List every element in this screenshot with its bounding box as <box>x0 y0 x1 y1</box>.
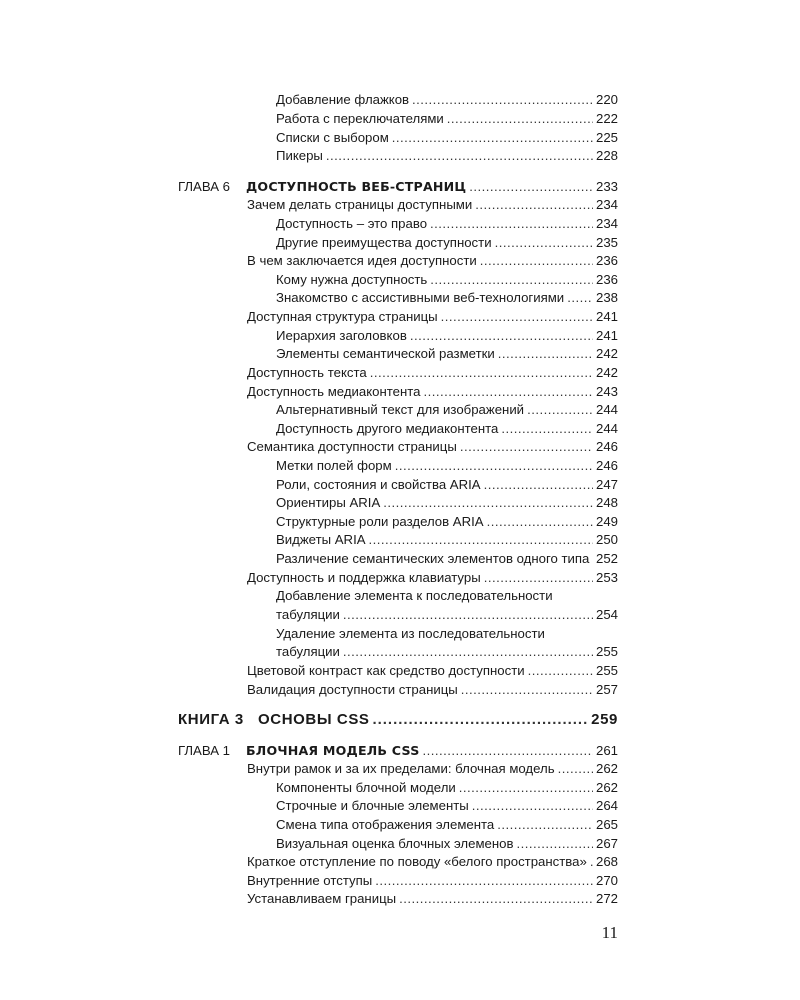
toc-entry-page: 265 <box>595 817 618 832</box>
book-title: ОСНОВЫ CSS <box>258 711 370 728</box>
toc-entry-title: табуляции <box>276 607 340 622</box>
toc-entry-title: Метки полей форм <box>276 458 392 473</box>
leader-dots <box>567 289 593 307</box>
toc-entry-page: 242 <box>595 346 618 361</box>
leader-dots <box>495 234 593 252</box>
chapter-title: БЛОЧНАЯ МОДЕЛЬ CSS <box>246 743 420 758</box>
toc-entry[interactable] <box>276 289 618 307</box>
leader-dots <box>392 129 593 147</box>
toc-entry[interactable] <box>276 550 618 568</box>
toc-entry-page: 246 <box>595 458 618 473</box>
toc-entry-page: 228 <box>595 148 618 163</box>
toc-entry[interactable] <box>276 494 618 512</box>
toc-entry-page: 268 <box>595 854 618 869</box>
leader-dots <box>395 457 593 475</box>
toc-entry-title: Доступность и поддержка клавиатуры <box>247 570 481 585</box>
toc-entry-page: 241 <box>595 309 618 324</box>
toc-entry-page: 257 <box>595 682 618 697</box>
leader-dots <box>430 215 593 233</box>
leader-dots <box>370 364 593 382</box>
leader-dots <box>558 760 593 778</box>
leader-dots <box>484 569 593 587</box>
leader-dots <box>461 681 593 699</box>
leader-dots <box>375 872 593 890</box>
leader-dots <box>410 327 593 345</box>
toc-entry-title: Семантика доступности страницы <box>247 439 457 454</box>
toc-entry-page: 236 <box>595 272 618 287</box>
toc-entry-page: 242 <box>595 365 618 380</box>
leader-dots <box>497 816 593 834</box>
toc-entry-page: 248 <box>595 495 618 510</box>
toc-entry-title: Работа с переключателями <box>276 111 444 126</box>
toc-entry-title: Устанавливаем границы <box>247 891 397 906</box>
toc-entry[interactable] <box>276 327 618 345</box>
toc-entry-title: Внутренние отступы <box>247 873 373 888</box>
leader-dots <box>528 662 593 680</box>
toc-entry-title: Доступность другого медиаконтента <box>276 421 499 436</box>
toc-entry-page: 235 <box>595 235 618 250</box>
leader-dots <box>441 308 593 326</box>
toc-entry-line1[interactable]: Удаление элемента из последовательности <box>276 626 545 641</box>
toc-entry[interactable] <box>247 196 618 214</box>
toc-entry[interactable] <box>276 779 618 797</box>
toc-entry[interactable] <box>276 147 618 165</box>
toc-book-3[interactable] <box>178 711 618 729</box>
toc-chapter-1[interactable] <box>178 742 618 760</box>
toc-entry[interactable] <box>247 890 618 908</box>
toc-entry-title: Визуальная оценка блочных элеменов <box>276 836 514 851</box>
toc-entry-page: 259 <box>591 711 618 728</box>
leader-dots <box>422 742 593 760</box>
leader-dots <box>460 438 593 456</box>
toc-entry[interactable] <box>276 91 618 109</box>
leader-dots <box>527 401 593 419</box>
toc-entry-title: Различение семантических элементов одного типа <box>276 551 590 566</box>
toc-entry-title: Роли, состояния и свойства ARIA <box>276 477 481 492</box>
toc-entry-title: Доступность – это право <box>276 216 428 231</box>
toc-entry[interactable] <box>247 853 618 871</box>
toc-entry-title: Кому нужна доступность <box>276 272 428 287</box>
toc-entry-title: Зачем делать страницы доступными <box>247 197 473 212</box>
toc-entry-title: Доступная структура страницы <box>247 309 438 324</box>
toc-entry-page: 234 <box>595 197 618 212</box>
toc-entry[interactable] <box>247 364 618 382</box>
toc-entry-title: Списки с выбором <box>276 130 389 145</box>
leader-dots <box>480 252 593 270</box>
toc-entry[interactable] <box>276 835 618 853</box>
toc-entry[interactable] <box>276 234 618 252</box>
toc-entry[interactable] <box>276 215 618 233</box>
toc-entry[interactable] <box>276 110 618 128</box>
toc-entry[interactable] <box>247 662 618 680</box>
toc-entry-page: 250 <box>595 532 618 547</box>
toc-entry-title: Смена типа отображения элемента <box>276 817 495 832</box>
toc-entry-page: 261 <box>595 743 618 758</box>
leader-dots <box>459 779 593 797</box>
toc-entry[interactable] <box>247 438 618 456</box>
toc-entry-title: Элементы семантической разметки <box>276 346 495 361</box>
leader-dots <box>516 835 593 853</box>
leader-dots <box>498 345 593 363</box>
leader-dots <box>475 196 593 214</box>
toc-entry-page: 255 <box>595 663 618 678</box>
toc-entry-page: 270 <box>595 873 618 888</box>
toc-entry-page: 241 <box>595 328 618 343</box>
toc-entry[interactable] <box>276 816 618 834</box>
toc-entry[interactable] <box>276 513 618 531</box>
toc-entry-title: Краткое отступление по поводу «белого пространства» <box>247 854 587 869</box>
leader-dots <box>469 178 593 196</box>
leader-dots <box>501 420 593 438</box>
toc-entry-page: 249 <box>595 514 618 529</box>
toc-entry-title: Валидация доступности страницы <box>247 682 458 697</box>
leader-dots <box>430 271 593 289</box>
toc-entry-title: Ориентиры ARIA <box>276 495 381 510</box>
toc-entry-title: табуляции <box>276 644 340 659</box>
toc-entry[interactable] <box>247 252 618 270</box>
toc-entry[interactable] <box>276 643 618 661</box>
leader-dots <box>424 383 593 401</box>
leader-dots <box>369 531 593 549</box>
chapter-title: ДОСТУПНОСТЬ ВЕБ-СТРАНИЦ <box>246 179 467 194</box>
leader-dots <box>472 797 593 815</box>
toc-entry-title: Цветовой контраст как средство доступности <box>247 663 525 678</box>
toc-entry-page: 244 <box>595 421 618 436</box>
toc-entry-page: 253 <box>595 570 618 585</box>
toc-entry-page: 272 <box>595 891 618 906</box>
toc-entry-page: 246 <box>595 439 618 454</box>
leader-dots <box>343 643 593 661</box>
toc-entry-page: 244 <box>595 402 618 417</box>
leader-dots <box>590 853 593 871</box>
chapter-label: ГЛАВА 1 <box>178 743 231 758</box>
toc-entry[interactable] <box>276 606 618 624</box>
toc-entry-page: 255 <box>595 644 618 659</box>
toc-entry-title: Знакомство с ассистивными веб-технологиями <box>276 290 565 305</box>
toc-entry-page: 262 <box>595 761 618 776</box>
toc-entry-title: В чем заключается идея доступности <box>247 253 477 268</box>
toc-entry[interactable] <box>276 401 618 419</box>
toc-entry-title: Пикеры <box>276 148 323 163</box>
book-label: КНИГА 3 <box>178 711 244 728</box>
toc-entry-line1[interactable]: Добавление элемента к последовательности <box>276 588 553 603</box>
toc-entry-title: Виджеты ARIA <box>276 532 366 547</box>
leader-dots <box>412 91 593 109</box>
toc-entry[interactable] <box>247 872 618 890</box>
toc-entry[interactable] <box>276 797 618 815</box>
toc-entry-page: 225 <box>595 130 618 145</box>
toc-entry-title: Структурные роли разделов ARIA <box>276 514 484 529</box>
toc-entry-title: Иерархия заголовков <box>276 328 407 343</box>
chapter-label: ГЛАВА 6 <box>178 179 231 194</box>
leader-dots <box>484 476 593 494</box>
toc-chapter-6[interactable] <box>178 178 618 196</box>
toc-entry[interactable] <box>247 308 618 326</box>
toc-entry-page: 234 <box>595 216 618 231</box>
toc-entry[interactable] <box>276 271 618 289</box>
toc-entry-page: 220 <box>595 92 618 107</box>
page-number: 11 <box>601 923 618 942</box>
toc-entry-page: 243 <box>595 384 618 399</box>
toc-entry-title: Строчные и блочные элементы <box>276 798 469 813</box>
toc-entry-page: 254 <box>595 607 618 622</box>
toc-entry-page: 238 <box>595 290 618 305</box>
leader-dots <box>343 606 593 624</box>
toc-entry-title: Доступность текста <box>247 365 367 380</box>
toc-entry[interactable] <box>276 457 618 475</box>
toc-entry-title: Компоненты блочной модели <box>276 780 456 795</box>
toc-entry[interactable] <box>247 681 618 699</box>
toc-entry-title: Другие преимущества доступности <box>276 235 492 250</box>
toc-entry-page: 222 <box>595 111 618 126</box>
leader-dots <box>487 513 593 531</box>
toc-entry-title: Добавление флажков <box>276 92 410 107</box>
toc-entry-page: 236 <box>595 253 618 268</box>
leader-dots <box>447 110 593 128</box>
toc-entry[interactable] <box>276 476 618 494</box>
toc-entry-page: 264 <box>595 798 618 813</box>
toc-entry-title: Доступность медиаконтента <box>247 384 421 399</box>
leader-dots <box>373 711 589 729</box>
leader-dots <box>326 147 593 165</box>
toc-entry[interactable] <box>276 531 618 549</box>
toc-entry[interactable] <box>247 760 618 778</box>
toc-entry-title: Внутри рамок и за их пределами: блочная модель <box>247 761 555 776</box>
toc-entry[interactable] <box>247 383 618 401</box>
toc-entry-page: 247 <box>595 477 618 492</box>
toc-entry-title: Альтернативный текст для изображений <box>276 402 525 417</box>
leader-dots <box>383 494 593 512</box>
toc-entry-page: 233 <box>595 179 618 194</box>
toc-entry-page: 267 <box>595 836 618 851</box>
toc-entry-page: 262 <box>595 780 618 795</box>
toc-entry[interactable] <box>276 420 618 438</box>
toc-entry[interactable] <box>276 345 618 363</box>
toc-entry[interactable] <box>276 129 618 147</box>
toc-entry-page: 252 <box>595 551 618 566</box>
toc-entry[interactable] <box>247 569 618 587</box>
leader-dots <box>399 890 593 908</box>
leader-dots <box>592 550 593 568</box>
